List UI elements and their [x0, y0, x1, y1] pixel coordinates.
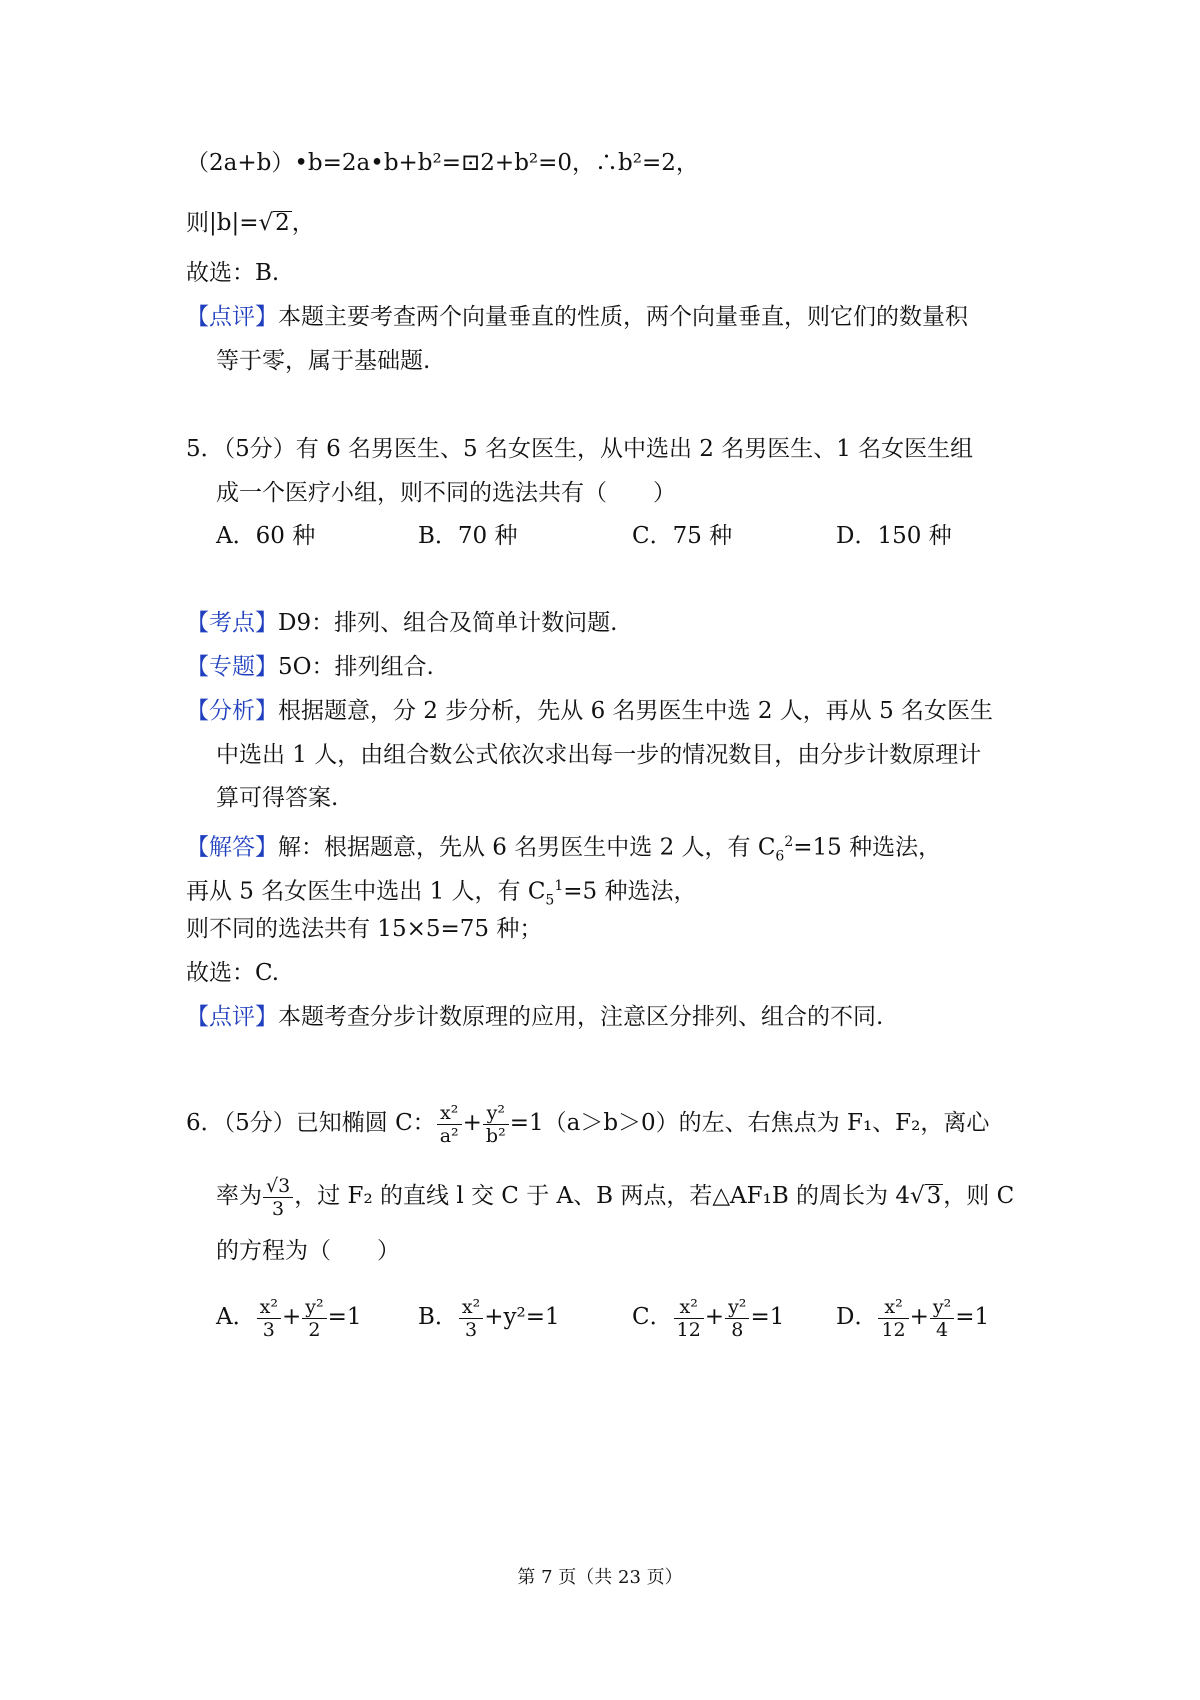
opt-d-d2: 4	[936, 1318, 949, 1341]
opt-d-n1: x²	[878, 1296, 908, 1319]
opt-a-frac1	[257, 1296, 281, 1341]
q5-jieda-2	[186, 871, 696, 915]
opt-a-n2: y²	[302, 1296, 326, 1319]
jieda-sub-1: 6	[775, 848, 785, 865]
comment-text-1: 本题主要考查两个向量垂直的性质，两个向量垂直，则它们的数量积	[278, 304, 968, 330]
kaodian-tag: 【考点】	[186, 610, 278, 636]
q5-fenxi-3: 算可得答案.	[216, 785, 339, 811]
line2-prefix: 则|b|=	[186, 210, 259, 236]
q6-l2-c: ，则 C	[943, 1183, 1015, 1209]
q5-option-d: D．150 种	[836, 523, 952, 549]
q6-stem-line-2	[216, 1170, 1014, 1222]
comment-line-2: 等于零，属于基础题.	[216, 348, 431, 374]
q5-comment-text: 本题考查分步计数原理的应用，注意区分排列、组合的不同.	[278, 1004, 884, 1030]
q6-sqrt-sign: √	[909, 1183, 925, 1209]
opt-d-n2: y²	[930, 1296, 954, 1319]
opt-c-d2: 8	[731, 1318, 744, 1341]
opt-d-d1: 12	[881, 1318, 906, 1341]
opt-c-frac2	[725, 1296, 749, 1341]
e-den: 3	[272, 1197, 285, 1220]
opt-d-end: =1	[955, 1304, 990, 1330]
q6-stem-a: 6．（5分）已知椭圆 C：	[186, 1110, 436, 1136]
q5-comment-tag: 【点评】	[186, 1004, 278, 1030]
opt-c-end: =1	[750, 1304, 785, 1330]
opt-c-label: C．	[632, 1304, 673, 1330]
q6-stem-line-3: 的方程为（ ）	[216, 1238, 400, 1264]
q5-kaodian	[186, 608, 617, 638]
opt-a-n1: x²	[257, 1296, 281, 1319]
q5-option-c: C．75 种	[632, 523, 733, 549]
zhuanti-text: 5O：排列组合.	[278, 654, 434, 680]
frac-x-num: x²	[437, 1102, 462, 1125]
opt-c-n1: x²	[674, 1296, 704, 1319]
q6-l2-a: 率为	[216, 1183, 262, 1209]
solution-line-1: （2a+b）•b=2a•b+b²=⊡2+b²=0，∴b²=2，	[186, 150, 699, 176]
q5-stem-line-1: 5．（5分）有 6 名男医生、5 名女医生，从中选出 2 名男医生、1 名女医生组	[186, 436, 974, 462]
q5-jieda-1	[186, 827, 941, 871]
opt-c-frac1	[674, 1296, 704, 1341]
q5-fenxi-2: 中选出 1 人，由组合数公式依次求出每一步的情况数目，由分步计数原理计	[216, 742, 982, 768]
sqrt-sign: √	[258, 210, 274, 236]
opt-a-frac2	[302, 1296, 326, 1341]
page-footer: 第 7 页（共 23 页）	[517, 1567, 683, 1588]
opt-d-mid: +	[909, 1304, 929, 1330]
kaodian-text: D9：排列、组合及简单计数问题.	[278, 610, 618, 636]
jieda-text-2b: =5 种选法，	[563, 878, 697, 905]
q6-l2-b: ，过 F₂ 的直线 l 交 C 于 A、B 两点，若△AF₁B 的周长为 4	[294, 1183, 910, 1209]
opt-a-end: =1	[327, 1304, 362, 1330]
q6-stem-b: =1（a＞b＞0）的左、右焦点为 F₁、F₂，离心	[509, 1110, 990, 1136]
jieda-text-1a: 解：根据题意，先从 6 名男医生中选 2 人，有 C	[278, 834, 776, 861]
frac-y-num: y²	[483, 1102, 509, 1125]
opt-b-label: B．	[418, 1304, 458, 1330]
q6-option-c	[632, 1291, 784, 1343]
opt-a-label: A．	[216, 1304, 256, 1330]
opt-a-mid: +	[281, 1304, 302, 1330]
q5-jieda-3: 则不同的选法共有 15×5=75 种；	[186, 916, 543, 942]
opt-d-frac1	[878, 1296, 908, 1341]
jieda-sup-2: 1	[554, 878, 564, 894]
opt-c-n2: y²	[725, 1296, 749, 1319]
opt-b-frac1	[459, 1296, 483, 1341]
opt-b-mid: +y²=1	[484, 1304, 560, 1330]
q6-frac-y	[483, 1102, 509, 1147]
jieda-tag: 【解答】	[186, 834, 278, 861]
q5-stem-line-2: 成一个医疗小组，则不同的选法共有（ ）	[216, 480, 676, 506]
q5-option-b: B．70 种	[418, 523, 518, 549]
fenxi-text-1: 根据题意，分 2 步分析，先从 6 名男医生中选 2 人，再从 5 名女医生	[278, 698, 994, 724]
opt-c-mid: +	[704, 1304, 725, 1330]
comment-tag: 【点评】	[186, 304, 278, 330]
opt-c-d1: 12	[676, 1318, 701, 1341]
jieda-text-2a: 再从 5 名女医生中选出 1 人，有 C	[186, 878, 546, 905]
line2-suffix: ，	[291, 210, 315, 236]
q6-stem-line-1	[186, 1097, 989, 1149]
comment-line-1	[186, 302, 968, 332]
jieda-text-1b: =15 种选法，	[793, 834, 942, 861]
e-num: √3	[263, 1175, 293, 1198]
q5-answer: 故选：C.	[186, 960, 280, 986]
opt-d-frac2	[930, 1296, 954, 1341]
q6-option-a	[216, 1291, 362, 1343]
opt-b-d1: 3	[465, 1318, 478, 1341]
fenxi-tag: 【分析】	[186, 698, 278, 724]
jieda-sup-1: 2	[784, 834, 794, 850]
sqrt-radicand: 2	[275, 210, 290, 236]
q5-fenxi-1	[186, 696, 993, 726]
answer-line: 故选：B.	[186, 260, 280, 286]
q5-zhuanti	[186, 652, 434, 682]
frac-y-den: b²	[485, 1124, 506, 1147]
frac-x-den: a²	[439, 1124, 459, 1147]
q6-option-b	[418, 1291, 560, 1343]
zhuanti-tag: 【专题】	[186, 654, 278, 680]
q5-option-a: A．60 种	[216, 523, 316, 549]
jieda-sub-2: 5	[545, 892, 555, 909]
q5-comment	[186, 1002, 883, 1032]
q6-plus: +	[462, 1110, 482, 1136]
solution-line-2	[186, 208, 315, 238]
opt-a-d2: 2	[308, 1318, 321, 1341]
opt-b-n1: x²	[459, 1296, 483, 1319]
opt-d-label: D．	[836, 1304, 878, 1330]
opt-a-d1: 3	[262, 1318, 275, 1341]
q6-eccentricity-frac	[263, 1175, 293, 1220]
q6-sqrt-radicand: 3	[926, 1183, 942, 1209]
q6-frac-x	[437, 1102, 462, 1147]
q6-option-d	[836, 1291, 989, 1343]
